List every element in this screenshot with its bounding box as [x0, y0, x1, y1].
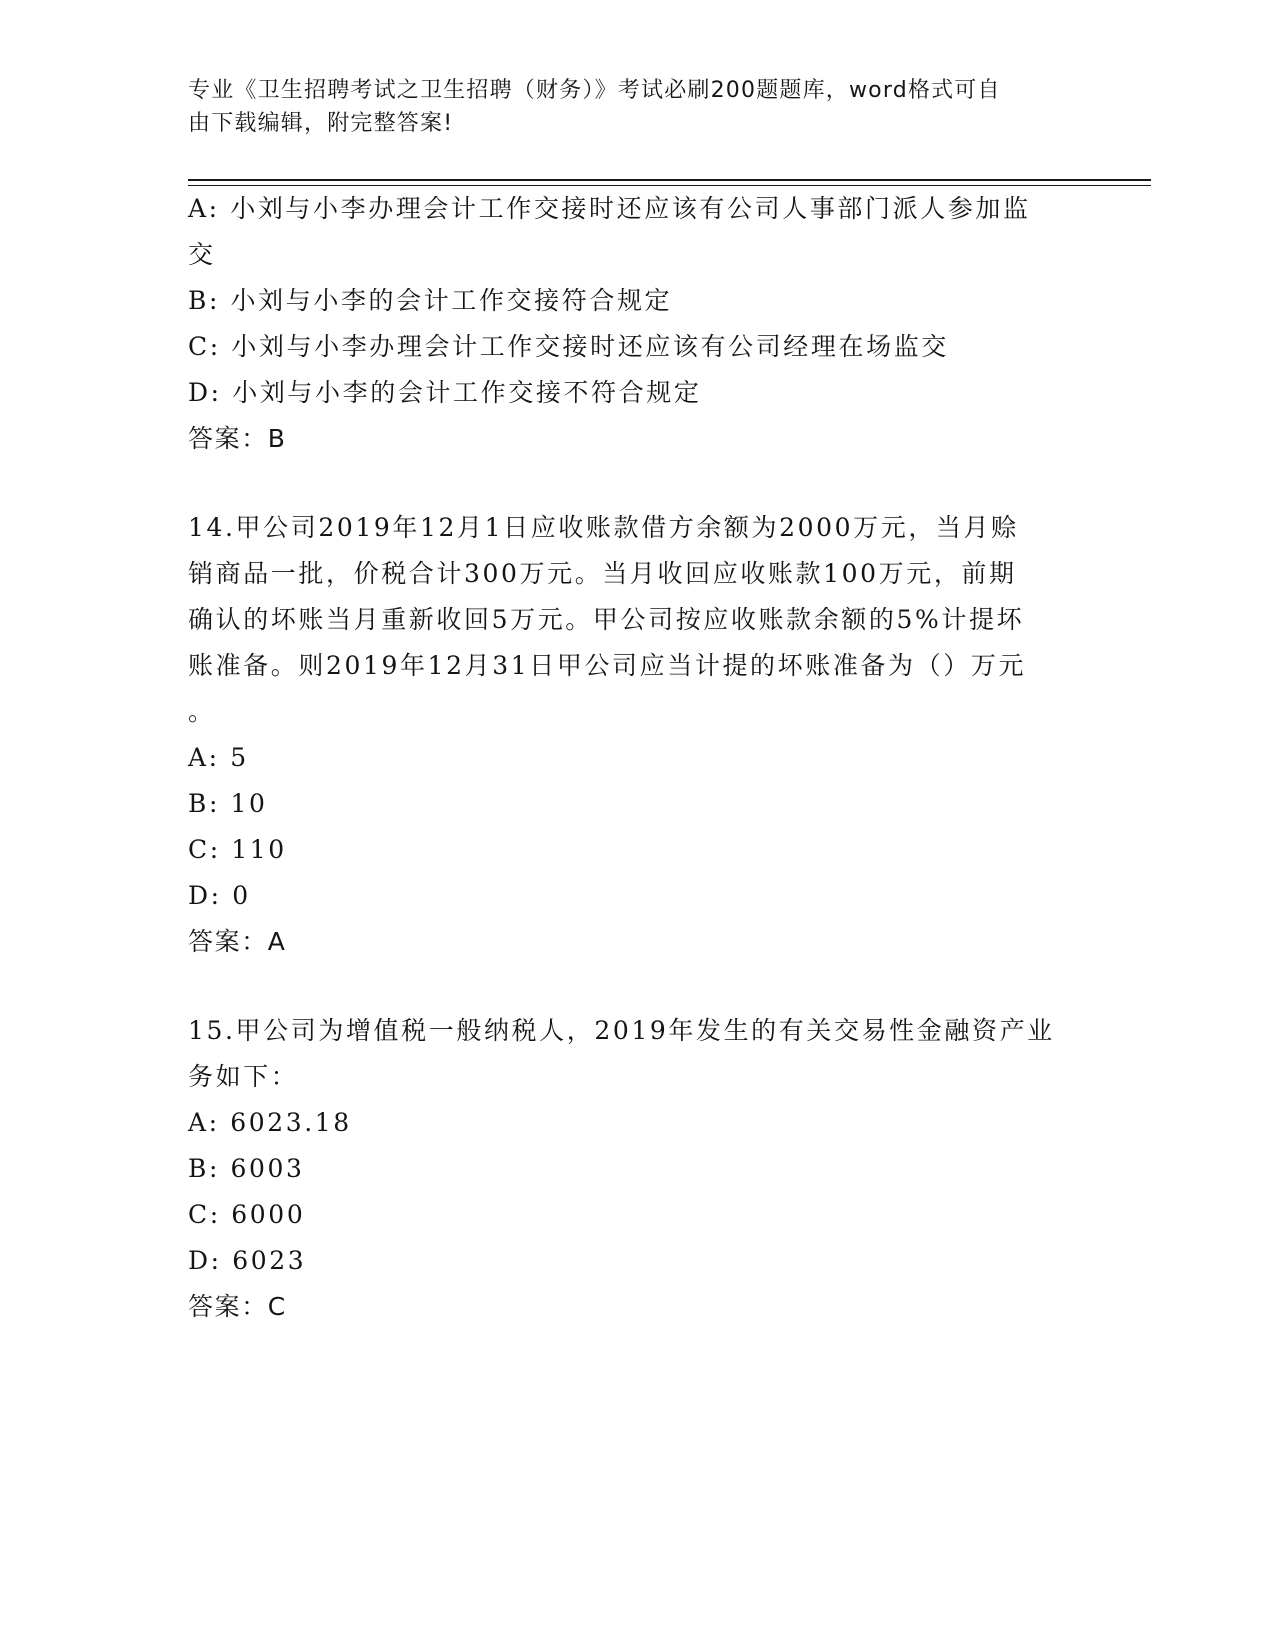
question-14-option-a: A: 5 — [188, 743, 249, 772]
document-header — [188, 74, 1088, 140]
question-15-option-c: C: 6000 — [188, 1200, 306, 1229]
question-15-line-1: 15.甲公司为增值税一般纳税人，2019年发生的有关交易性金融资产业 — [188, 1016, 1055, 1045]
option-c: C: 小刘与小李办理会计工作交接时还应该有公司经理在场监交 — [188, 332, 949, 361]
question-13-options — [188, 186, 1088, 462]
header-line-2: 由下载编辑，附完整答案! — [188, 111, 454, 136]
question-14-option-d: D: 0 — [188, 881, 251, 910]
question-14-line-3: 确认的坏账当月重新收回5万元。甲公司按应收账款余额的5%计提坏 — [188, 605, 1025, 634]
option-d: D: 小刘与小李的会计工作交接不符合规定 — [188, 378, 702, 407]
question-14-option-b: B: 10 — [188, 789, 268, 818]
option-a-line-2: 交 — [188, 240, 216, 269]
question-14-option-c: C: 110 — [188, 835, 287, 864]
header-rule-thick — [188, 179, 1151, 181]
question-15-option-d: D: 6023 — [188, 1246, 307, 1275]
question-14-line-4: 账准备。则2019年12月31日甲公司应当计提的坏账准备为（）万元 — [188, 651, 1027, 680]
answer-15: 答案：C — [188, 1292, 287, 1321]
question-15 — [188, 1008, 1088, 1330]
header-line-1: 专业《卫生招聘考试之卫生招聘（财务）》考试必刷200题题库，word格式可自 — [188, 78, 1001, 103]
question-15-option-a: A: 6023.18 — [188, 1108, 352, 1137]
option-a-line-1: A: 小刘与小李办理会计工作交接时还应该有公司人事部门派人参加监 — [188, 194, 1031, 223]
answer-13: 答案：B — [188, 424, 287, 453]
question-14-line-1: 14.甲公司2019年12月1日应收账款借方余额为2000万元，当月赊 — [188, 513, 1019, 542]
question-15-line-2: 务如下： — [188, 1062, 299, 1091]
question-15-option-b: B: 6003 — [188, 1154, 305, 1183]
question-14-line-5: 。 — [188, 697, 216, 726]
option-b: B: 小刘与小李的会计工作交接符合规定 — [188, 286, 673, 315]
answer-14: 答案：A — [188, 927, 287, 956]
question-14 — [188, 505, 1088, 965]
question-14-line-2: 销商品一批，价税合计300万元。当月收回应收账款100万元，前期 — [188, 559, 1017, 588]
